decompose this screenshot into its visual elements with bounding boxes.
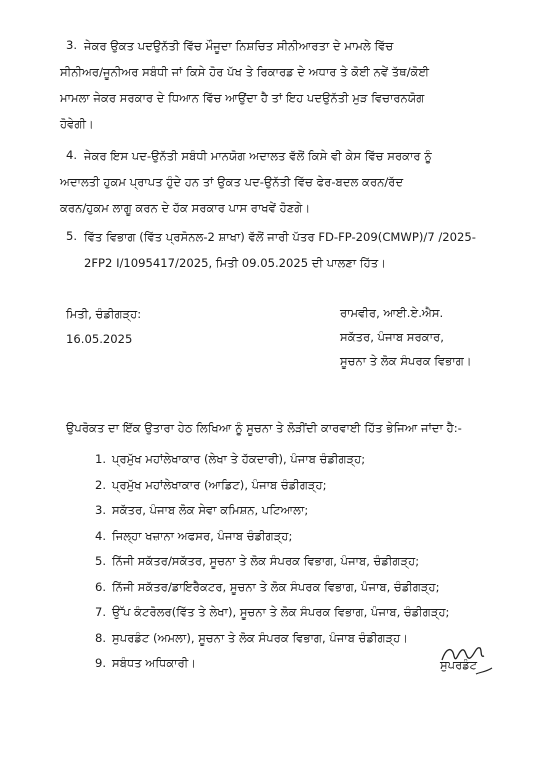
recipient-number: 6.	[94, 579, 106, 594]
recipient-item	[84, 473, 449, 499]
recipient-text: ਸੁਪਰਡੰਟ (ਅਮਲਾ), ਸੂਚਨਾ ਤੇ ਲੋਕ ਸੰਪਰਕ ਵਿਭਾਗ, ਪੰਜਾਬ ਚੰਡੀਗੜ੍ਹ।	[112, 630, 409, 645]
recipient-text: ਪ੍ਰਮੁੱਖ ਮਹਾਂਲੇਖਾਕਾਰ (ਲੇਖਾ ਤੇ ਹੱਕਦਾਰੀ), ਪੰਜਾਬ ਚੰਡੀਗੜ੍ਹ;	[112, 452, 366, 466]
recipient-item	[84, 626, 449, 652]
recipient-item	[84, 498, 449, 524]
paragraph-3-line: ਸੀਨੀਅਰ/ਜੂਨੀਅਰ ਸਬੰਧੀ ਜਾਂ ਕਿਸੇ ਹੋਰ ਪੱਖ ਤੇ ਰਿਕਾਰਡ ਦੇ ਅਧਾਰ ਤੇ ਕੋਈ ਨਵੇਂ ਤੱਥ/ਕੋਈ	[60, 65, 430, 79]
recipient-text: ਪ੍ਰਮੁੱਖ ਮਹਾਂਲੇਖਾਕਾਰ (ਆਡਿਟ), ਪੰਜਾਬ ਚੰਡੀਗੜ੍ਹ;	[112, 477, 327, 492]
recipient-item	[84, 549, 449, 575]
recipient-number: 1.	[94, 452, 106, 466]
recipient-number: 2.	[94, 477, 106, 492]
paragraph-4-number: 4.	[66, 148, 78, 162]
recipient-item	[84, 575, 449, 601]
paragraph-4-line: ਕਰਨ/ਹੁਕਮ ਲਾਗੂ ਕਰਨ ਦੇ ਹੱਕ ਸਰਕਾਰ ਪਾਸ ਰਾਖਵੇਂ ਹੋਣਗੇ।	[60, 201, 311, 215]
recipient-number: 7.	[94, 605, 106, 619]
paragraph-3-number: 3.	[66, 38, 78, 52]
signatory-name: ਰਾਮਵੀਰ, ਆਈ.ਏ.ਐਸ.	[340, 306, 444, 320]
paragraph-3-line: ਹੋਵੇਗੀ।	[60, 117, 94, 131]
signatory-block	[340, 301, 472, 373]
recipient-item	[84, 524, 449, 550]
recipient-number: 4.	[94, 528, 106, 543]
place-label: ਮਿਤੀ, ਚੰਡੀਗੜ੍ਹ:	[66, 307, 142, 321]
paragraph-5-line: 2FP2 I/1095417/2025, ਮਿਤੀ 09.05.2025 ਦੀ ਪਾਲਣਾ ਹਿੱਤ।	[84, 256, 386, 270]
paragraph-4	[60, 143, 514, 221]
recipient-text: ਨਿੱਜੀ ਸਕੱਤਰ/ਸਕੱਤਰ, ਸੂਚਨਾ ਤੇ ਲੋਕ ਸੰਪਰਕ ਵਿਭਾਗ, ਪੰਜਾਬ, ਚੰਡੀਗੜ੍ਹ;	[112, 554, 420, 568]
recipient-text: ਸਬੰਧਤ ਅਧਿਕਾਰੀ।	[112, 656, 197, 670]
recipient-text: ਉੱਪ ਕੰਟਰੋਲਰ(ਵਿੱਤ ਤੇ ਲੇਖਾ), ਸੂਚਨਾ ਤੇ ਲੋਕ ਸੰਪਰਕ ਵਿਭਾਗ, ਪੰਜਾਬ, ਚੰਡੀਗੜ੍ਹ;	[112, 605, 450, 619]
recipient-number: 9.	[94, 656, 106, 670]
recipient-number: 3.	[94, 503, 106, 517]
recipient-text: ਜਿਲ੍ਹਾ ਖਜ਼ਾਨਾ ਅਫਸਰ, ਪੰਜਾਬ ਚੰਡੀਗੜ੍ਹ;	[112, 528, 293, 543]
recipient-item	[84, 600, 449, 626]
recipient-list	[84, 447, 449, 677]
paragraph-3	[60, 33, 514, 137]
paragraph-5-number: 5.	[66, 229, 78, 243]
signatory-designation: ਸਕੱਤਰ, ਪੰਜਾਬ ਸਰਕਾਰ,	[340, 330, 444, 344]
recipient-item	[84, 447, 449, 473]
paragraph-4-line: ਅਦਾਲਤੀ ਹੁਕਮ ਪ੍ਰਾਪਤ ਹੁੰਦੇ ਹਨ ਤਾਂ ਉਕਤ ਪਦ-ਉਨੱਤੀ ਵਿੱਚ ਫੇਰ-ਬਦਲ ਕਰਨ/ਰੱਦ	[60, 175, 404, 189]
recipient-item	[84, 651, 449, 677]
paragraph-4-line: ਜੇਕਰ ਇਸ ਪਦ-ਉਨੱਤੀ ਸਬੰਧੀ ਮਾਨਯੋਗ ਅਦਾਲਤ ਵੱਲੋਂ ਕਿਸੇ ਵੀ ਕੇਸ ਵਿੱਚ ਸਰਕਾਰ ਨੂੰ	[84, 149, 432, 163]
recipient-text: ਨਿੱਜੀ ਸਕੱਤਰ/ਡਾਇਰੈਕਟਰ, ਸੂਚਨਾ ਤੇ ਲੋਕ ਸੰਪਰਕ ਵਿਭਾਗ, ਪੰਜਾਬ, ਚੰਡੀਗੜ੍ਹ;	[112, 579, 440, 594]
recipient-text: ਸਕੱਤਰ, ਪੰਜਾਬ ਲੋਕ ਸੇਵਾ ਕਮਿਸ਼ਨ, ਪਟਿਆਲਾ;	[112, 503, 309, 517]
superintendent-label: ਸੁਪਰਡੰਟ	[440, 658, 478, 672]
recipient-number: 5.	[94, 554, 106, 568]
recipient-number: 8.	[94, 630, 106, 645]
paragraph-3-line: ਮਾਮਲਾ ਜੇਕਰ ਸਰਕਾਰ ਦੇ ਧਿਆਨ ਵਿੱਚ ਆਉਂਦਾ ਹੈ ਤਾਂ ਇਹ ਪਦਉਨੱਤੀ ਮੁੜ ਵਿਚਾਰਨਯੋਗ	[60, 91, 425, 105]
paragraph-5-line: ਵਿੱਤ ਵਿਭਾਗ (ਵਿੱਤ ਪ੍ਰਸੋਨਲ-2 ਸ਼ਾਖਾ) ਵੱਲੋਂ ਜਾਰੀ ਪੱਤਰ FD-FP-209(CMWP)/7 /2025-	[84, 230, 476, 244]
paragraph-5	[84, 224, 514, 276]
paragraph-3-line: ਜੇਕਰ ਉਕਤ ਪਦਉਨੱਤੀ ਵਿੱਚ ਮੌਜੂਦਾ ਨਿਸ਼ਚਿਤ ਸੀਨੀਆਰਤਾ ਦੇ ਮਾਮਲੇ ਵਿੱਚ	[84, 39, 394, 53]
signatory-department: ਸੂਚਨਾ ਤੇ ਲੋਕ ਸੰਪਰਕ ਵਿਭਾਗ।	[340, 354, 472, 368]
copy-forward-intro: ਉਪਰੋਕਤ ਦਾ ਇੱਕ ਉਤਾਰਾ ਹੇਠ ਲਿਖਿਆ ਨੂੰ ਸੂਚਨਾ ਤੇ ਲੋੜੀਂਦੀ ਕਾਰਵਾਈ ਹਿੱਤ ਭੇਜਿਆ ਜਾਂਦਾ ਹੈ:-	[66, 421, 462, 435]
issue-date: 16.05.2025	[66, 332, 133, 346]
